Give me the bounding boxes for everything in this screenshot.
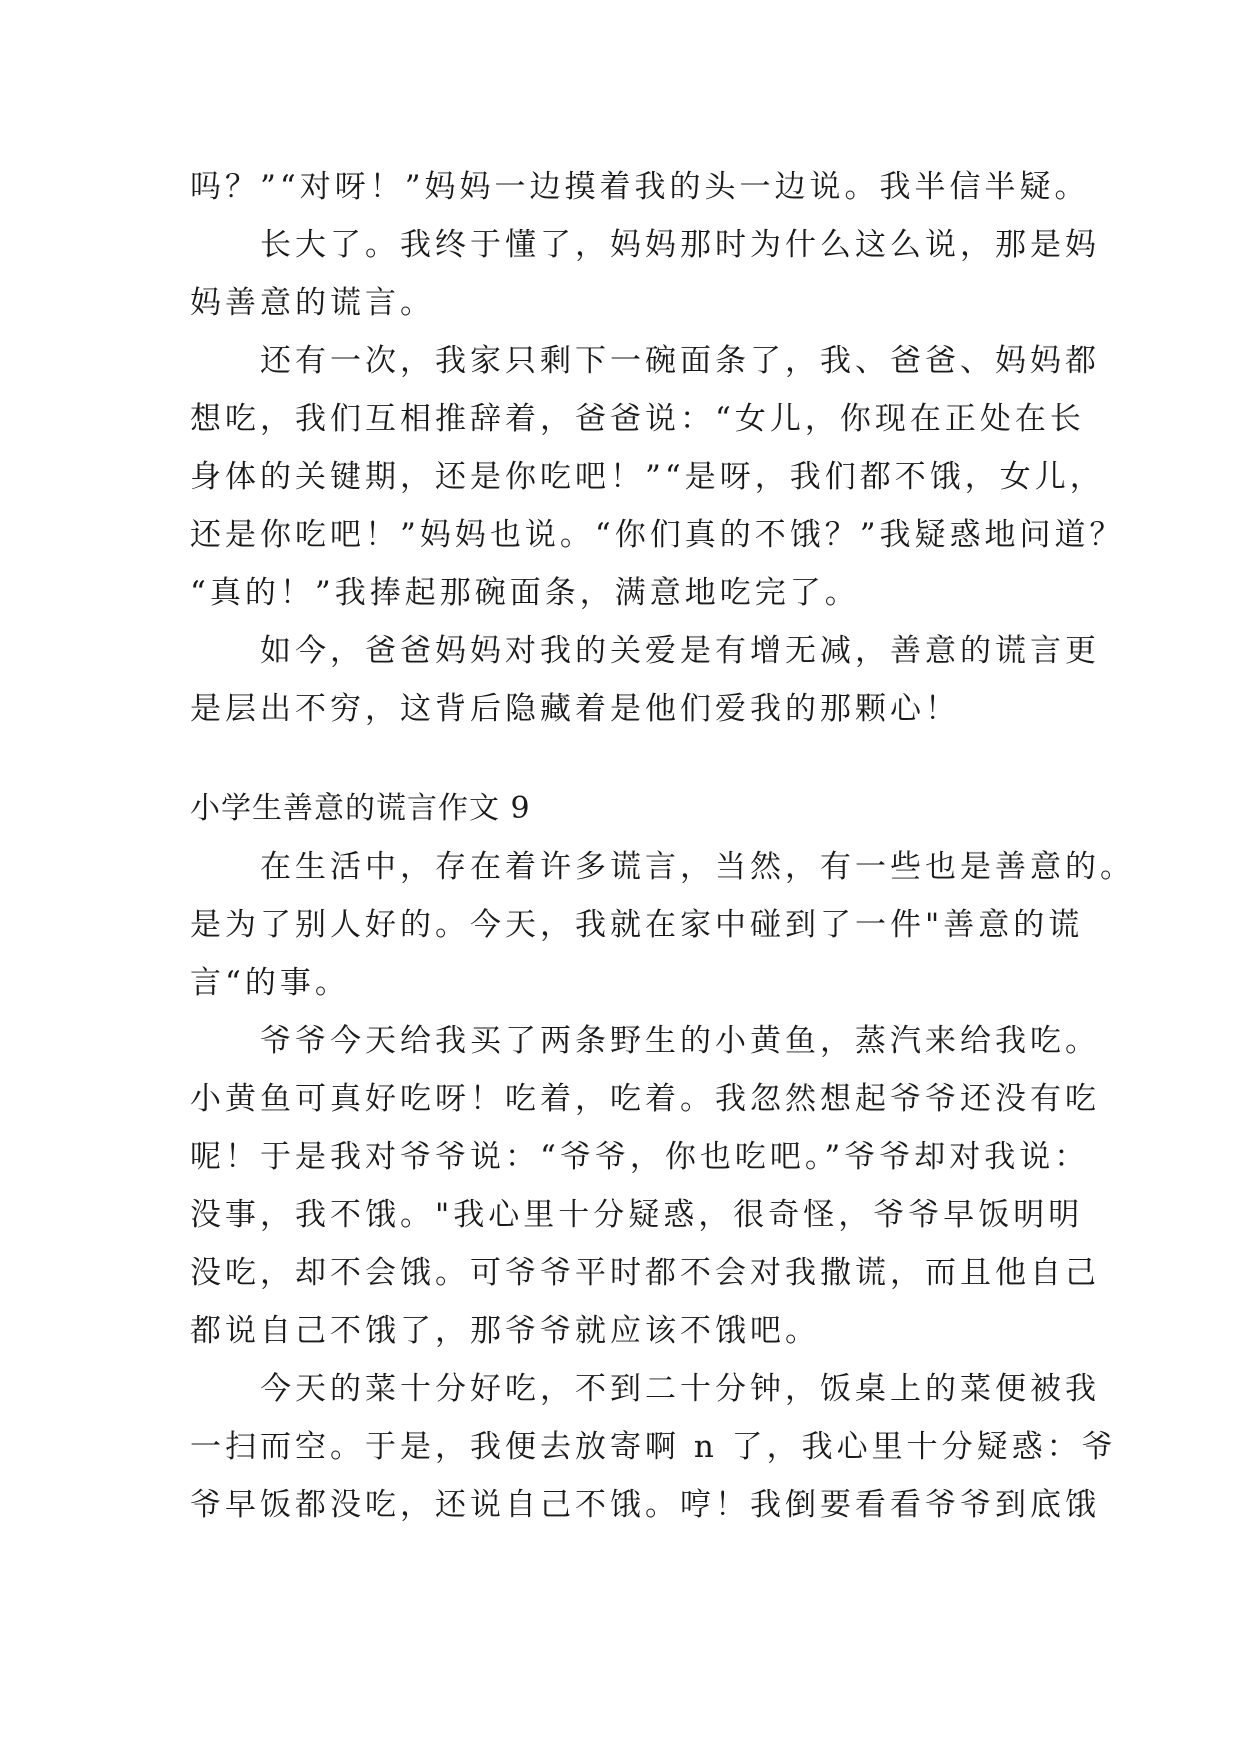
text-line: 都说自己不饿了，那爷爷就应该不饿吧。 xyxy=(190,1313,820,1349)
document-body xyxy=(190,158,1135,1534)
text-line: 今天的菜十分好吃，不到二十分钟，饭桌上的菜便被我 xyxy=(190,1371,1100,1407)
text-line: 吗？”“对呀！”妈妈一边摸着我的头一边说。我半信半疑。 xyxy=(190,169,1090,205)
text-line: 还有一次，我家只剩下一碗面条了，我、爸爸、妈妈都 xyxy=(190,343,1100,379)
text-line: 没事，我不饿。"我心里十分疑惑，很奇怪，爷爷早饭明明 xyxy=(190,1197,1084,1233)
text-line: 没吃，却不会饿。可爷爷平时都不会对我撒谎，而且他自己 xyxy=(190,1255,1100,1291)
text-line: 是为了别人好的。今天，我就在家中碰到了一件"善意的谎 xyxy=(190,907,1084,943)
text-line: 长大了。我终于懂了，妈妈那时为什么这么说，那是妈 xyxy=(190,227,1100,263)
text-line: 如今，爸爸妈妈对我的关爱是有增无减，善意的谎言更 xyxy=(190,633,1100,669)
text-line: 还是你吃吧！”妈妈也说。“你们真的不饿？”我疑惑地问道？ xyxy=(190,517,1125,553)
text-line: 是层出不穷，这背后隐藏着是他们爱我的那颗心！ xyxy=(190,691,960,727)
text-line: 呢！于是我对爷爷说：“爷爷，你也吃吧。”爷爷却对我说： xyxy=(190,1139,1090,1175)
text-line: 爷爷今天给我买了两条野生的小黄鱼，蒸汽来给我吃。 xyxy=(190,1023,1100,1059)
text-line: 在生活中，存在着许多谎言，当然，有一些也是善意的。 xyxy=(190,849,1135,885)
text-line: 想吃，我们互相推辞着，爸爸说：“女儿，你现在正处在长 xyxy=(190,401,1085,437)
text-line: 小黄鱼可真好吃呀！吃着，吃着。我忽然想起爷爷还没有吃 xyxy=(190,1081,1100,1117)
essay-heading: 小学生善意的谎言作文 9 xyxy=(190,791,531,826)
text-line: “真的！”我捧起那碗面条，满意地吃完了。 xyxy=(190,575,860,611)
text-line: 一扫而空。于是，我便去放寄啊 n 了，我心里十分疑惑：爷 xyxy=(190,1429,1117,1465)
text-line: 言“的事。 xyxy=(190,965,350,1001)
section-gap xyxy=(190,738,1070,780)
text-line: 身体的关键期，还是你吃吧！”“是呀，我们都不饿，女儿， xyxy=(190,459,1105,495)
text-line: 妈善意的谎言。 xyxy=(190,285,435,321)
text-line: 爷早饭都没吃，还说自己不饿。哼！我倒要看看爷爷到底饿 xyxy=(190,1487,1100,1523)
